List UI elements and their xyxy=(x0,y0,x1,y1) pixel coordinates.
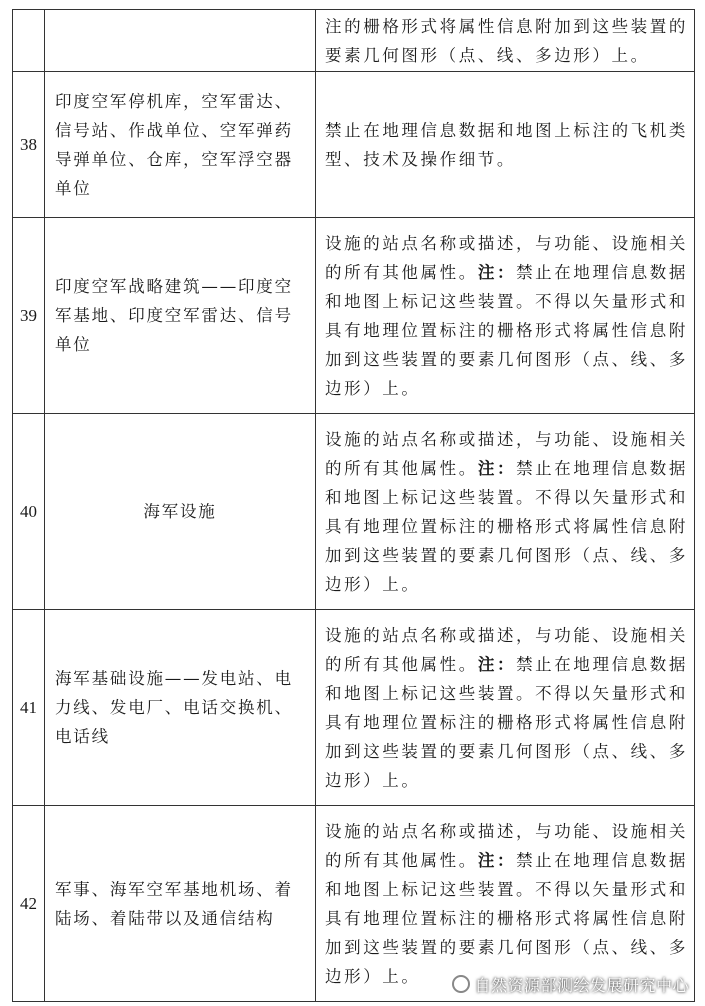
table-row xyxy=(13,10,695,72)
note-label: 注： xyxy=(477,458,517,478)
description-lead: 设施的站点名称或描述，与功能、设施相关的所有其他属性。 xyxy=(325,233,688,282)
item-name: 军事、海军空军基地机场、着陆场、着陆带以及通信结构 xyxy=(45,806,316,1002)
note-text: 禁止在地理信息数据和地图上标记这些装置。不得以矢量形式和具有地理位置标注的栅格形式将属性信息附加到这些装置的要素几何图形（点、线、多边形）上。 xyxy=(325,654,688,790)
item-name: 海军基础设施——发电站、电力线、发电厂、电话交换机、电话线 xyxy=(45,610,316,806)
item-description xyxy=(316,218,695,414)
item-name: 印度空军战略建筑——印度空军基地、印度空军雷达、信号单位 xyxy=(45,218,316,414)
note-label: 注： xyxy=(477,654,517,674)
watermark-text: 自然资源部测绘发展研究中心 xyxy=(474,976,689,995)
note-text: 禁止在地理信息数据和地图上标记这些装置。不得以矢量形式和具有地理位置标注的栅格形式将属性信息附加到这些装置的要素几何图形（点、线、多边形）上。 xyxy=(325,850,688,986)
row-number xyxy=(13,10,45,72)
description-lead: 设施的站点名称或描述，与功能、设施相关的所有其他属性。 xyxy=(325,625,688,674)
item-description: 注的栅格形式将属性信息附加到这些装置的要素几何图形（点、线、多边形）上。 xyxy=(316,10,695,72)
item-description xyxy=(316,610,695,806)
row-number: 40 xyxy=(13,414,45,610)
row-number: 39 xyxy=(13,218,45,414)
item-name: 印度空军停机库，空军雷达、信号站、作战单位、空军弹药导弹单位、仓库，空军浮空器单位 xyxy=(45,72,316,218)
note-label: 注： xyxy=(477,262,517,282)
item-description xyxy=(316,414,695,610)
item-description: 禁止在地理信息数据和地图上标注的飞机类型、技术及操作细节。 xyxy=(316,72,695,218)
row-number: 38 xyxy=(13,72,45,218)
item-name xyxy=(45,10,316,72)
note-label: 注： xyxy=(477,850,517,870)
table-row xyxy=(13,414,695,610)
description-lead: 设施的站点名称或描述，与功能、设施相关的所有其他属性。 xyxy=(325,821,688,870)
table-row xyxy=(13,72,695,218)
row-number: 42 xyxy=(13,806,45,1002)
note-text: 禁止在地理信息数据和地图上标记这些装置。不得以矢量形式和具有地理位置标注的栅格形式将属性信息附加到这些装置的要素几何图形（点、线、多边形）上。 xyxy=(325,458,688,594)
regulation-table xyxy=(12,9,695,1002)
wechat-icon xyxy=(452,975,470,993)
watermark xyxy=(452,973,689,996)
table-row xyxy=(13,218,695,414)
table-row xyxy=(13,610,695,806)
item-name: 海军设施 xyxy=(45,414,316,610)
description-lead: 设施的站点名称或描述，与功能、设施相关的所有其他属性。 xyxy=(325,429,688,478)
row-number: 41 xyxy=(13,610,45,806)
note-text: 禁止在地理信息数据和地图上标记这些装置。不得以矢量形式和具有地理位置标注的栅格形式将属性信息附加到这些装置的要素几何图形（点、线、多边形）上。 xyxy=(325,262,688,398)
